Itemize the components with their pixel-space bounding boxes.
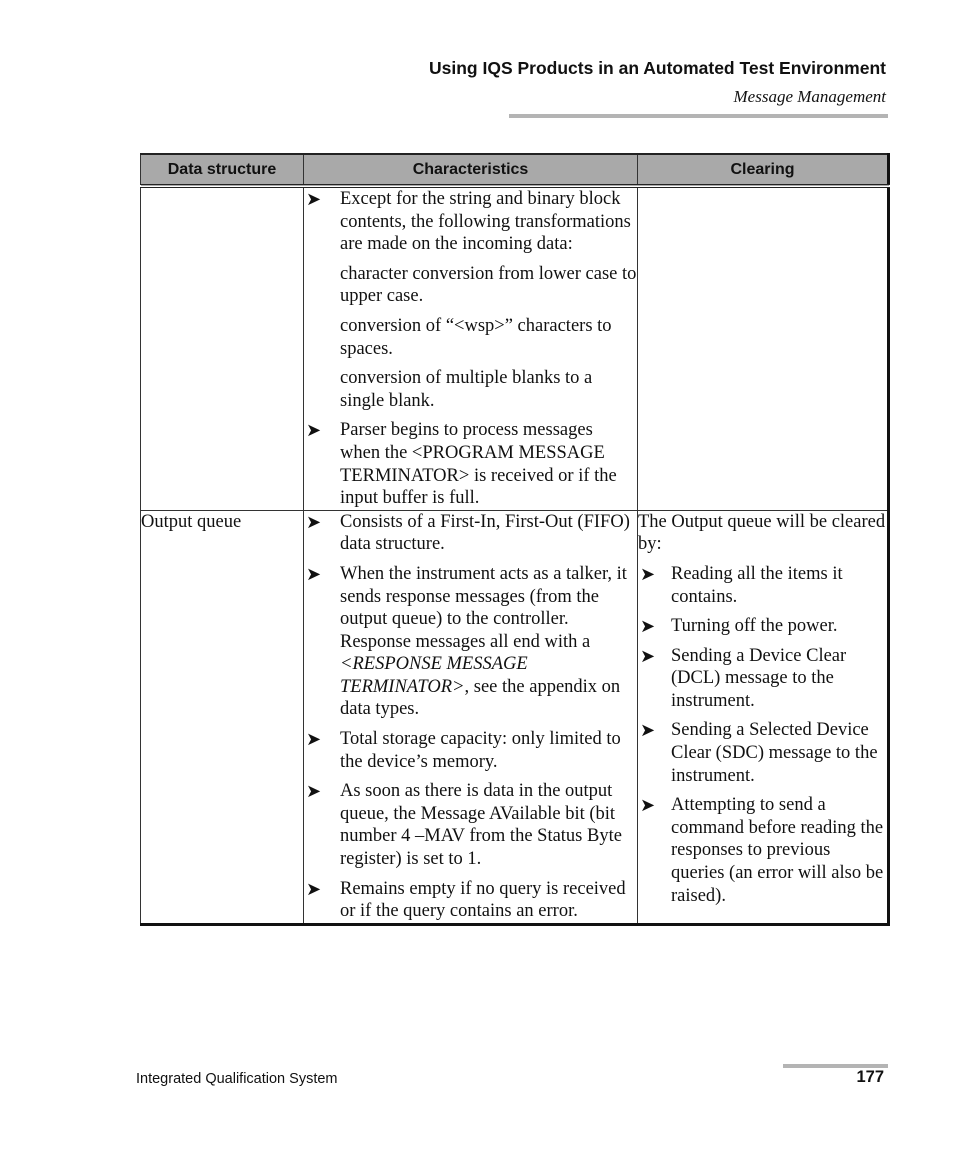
arrow-bullet-icon: ➤ bbox=[306, 511, 322, 533]
response-terminator-term: <RESPONSE MESSAGE TERMINATOR> bbox=[340, 654, 528, 697]
list-item-text bbox=[340, 564, 627, 720]
column-header-data-structure: Data structure bbox=[141, 154, 304, 186]
arrow-bullet-icon: ➤ bbox=[640, 616, 656, 638]
list-item-text: Attempting to send a command before reading the responses to previous queries (an error will also be raised). bbox=[671, 795, 884, 906]
list-item bbox=[638, 615, 887, 638]
clearing-intro: The Output queue will be cleared by: bbox=[638, 511, 886, 555]
data-structure-cell bbox=[141, 186, 304, 510]
sub-paragraph: conversion of “<wsp>” characters to spaces. bbox=[340, 315, 612, 359]
running-header-title: Using IQS Products in an Automated Test Environment bbox=[429, 58, 886, 78]
list-item-text: Total storage capacity: only limited to the device’s memory. bbox=[340, 729, 621, 772]
arrow-bullet-icon: ➤ bbox=[640, 563, 656, 585]
list-item-text: Turning off the power. bbox=[671, 616, 838, 637]
list-item-text: Sending a Device Clear (DCL) message to the instrument. bbox=[671, 645, 847, 711]
list-item bbox=[304, 563, 637, 721]
list-item-text: Except for the string and binary block contents, the following transformations are made on the incoming data: bbox=[340, 189, 631, 255]
sub-paragraph: conversion of multiple blanks to a single blank. bbox=[340, 368, 593, 411]
arrow-bullet-icon: ➤ bbox=[306, 563, 322, 585]
list-item bbox=[304, 511, 637, 556]
list-item bbox=[304, 780, 637, 870]
data-structure-cell bbox=[141, 510, 304, 924]
arrow-bullet-icon: ➤ bbox=[640, 645, 656, 667]
list-item bbox=[638, 719, 887, 787]
column-header-clearing: Clearing bbox=[638, 154, 889, 186]
characteristics-cell bbox=[304, 186, 638, 510]
list-item bbox=[304, 878, 637, 923]
footer-product-name: Integrated Qualification System bbox=[136, 1071, 338, 1087]
list-item bbox=[638, 563, 887, 608]
list-item-text: Remains empty if no query is received or if the query contains an error. bbox=[340, 878, 626, 922]
characteristics-cell bbox=[304, 510, 638, 924]
list-item-text-part: When the instrument acts as a talker, it sends response messages (from the output queue) to the controller. Response messages all end with a bbox=[340, 563, 627, 652]
list-item-text: Consists of a First-In, First-Out (FIFO) data structure. bbox=[340, 511, 630, 555]
arrow-bullet-icon: ➤ bbox=[306, 189, 322, 210]
list-item-text-part: , see the appendix on data types. bbox=[340, 676, 621, 720]
running-header-subtitle: Message Management bbox=[733, 87, 886, 106]
list-item-text: Parser begins to process messages when the <PROGRAM MESSAGE TERMINATOR> is received or if the input buffer is full. bbox=[340, 420, 617, 509]
list-item bbox=[638, 794, 887, 907]
column-header-characteristics: Characteristics bbox=[304, 154, 638, 186]
data-structure-label: Output queue bbox=[141, 511, 242, 532]
arrow-bullet-icon: ➤ bbox=[306, 781, 322, 803]
clearing-cell bbox=[638, 510, 889, 924]
clearing-cell bbox=[638, 186, 889, 510]
arrow-bullet-icon: ➤ bbox=[640, 795, 656, 817]
list-item-text: Sending a Selected Device Clear (SDC) message to the instrument. bbox=[671, 720, 878, 786]
list-item bbox=[638, 645, 887, 713]
list-item bbox=[304, 728, 637, 773]
arrow-bullet-icon: ➤ bbox=[306, 420, 322, 442]
table-row bbox=[141, 186, 889, 510]
data-structure-table bbox=[140, 153, 890, 926]
page-number: 177 bbox=[856, 1068, 884, 1086]
list-item-text: As soon as there is data in the output queue, the Message AVailable bit (bit number 4 –MAV from the Status Byte register) is set to 1. bbox=[340, 781, 622, 870]
list-item bbox=[304, 419, 637, 509]
table-row bbox=[141, 510, 889, 924]
list-item bbox=[304, 188, 637, 256]
list-item-text: Reading all the items it contains. bbox=[671, 563, 843, 607]
arrow-bullet-icon: ➤ bbox=[640, 720, 656, 742]
header-divider bbox=[509, 114, 888, 118]
sub-paragraph: character conversion from lower case to upper case. bbox=[340, 263, 637, 307]
arrow-bullet-icon: ➤ bbox=[306, 878, 322, 900]
table-header-row bbox=[141, 154, 889, 186]
arrow-bullet-icon: ➤ bbox=[306, 729, 322, 751]
